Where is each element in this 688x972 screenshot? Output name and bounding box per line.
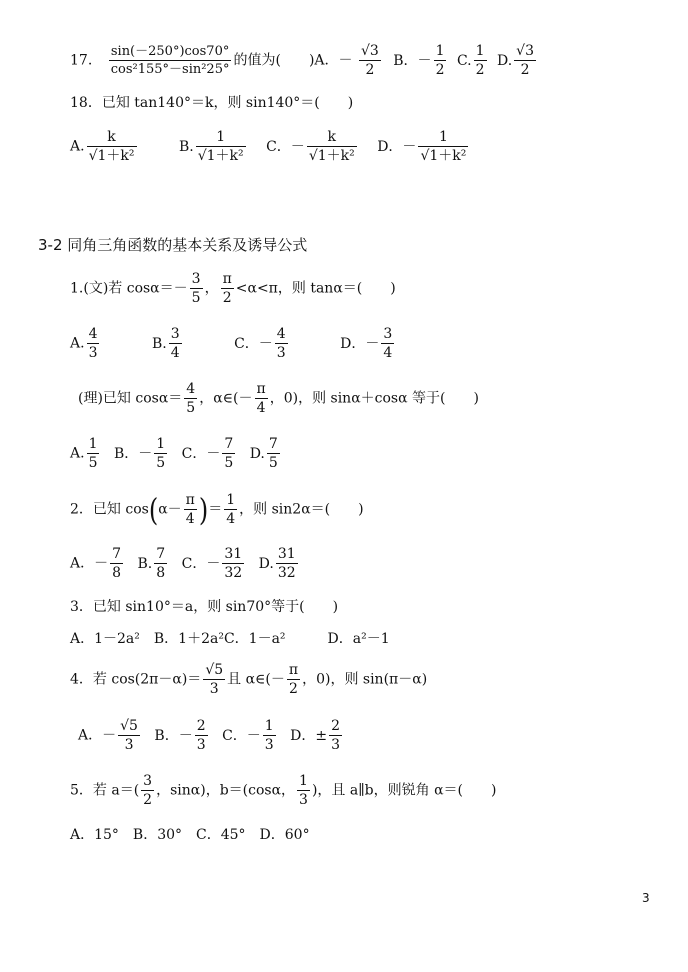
- problem-5-options: A．15° B．30° C．45° D．60°: [70, 827, 310, 843]
- q18-option-c: $\frac{k}{\text{√1＋k²}}$: [308, 129, 355, 164]
- q17-option-d: $\frac{√3}{2}$: [516, 43, 534, 78]
- q17-expression: $\frac{\sin(-250^\circ)\cos 70^\circ}{\text{cos²155°－sin²25°}}$: [110, 44, 230, 77]
- question-18-stem: 18．已知 tan140°＝k，则 sin140°＝( ): [70, 95, 354, 111]
- problem-2-stem: 2．已知 cos(α－ $\frac{\pi}{4}$ )＝ $\frac{1}{4}$ ，则 sin2α＝( ): [70, 491, 364, 528]
- problem-1b-options: A. $\frac{1}{5}$ B．－ $\frac{1}{5}$ C．－ $\frac{7}{5}$ D. $\frac{7}{5}$: [70, 436, 278, 471]
- problem-4-stem: 4．若 cos(2π－α)＝ $\frac{√5}{3}$ 且 α∈(－ $\frac{\pi}{2}$ ，0)，则 sin(π－α): [70, 662, 428, 697]
- q18-option-a: $\frac{k}{\text{√1＋k²}}$: [88, 129, 135, 164]
- problem-4-options: A．－ $\frac{√5}{3}$ B．－ $\frac{2}{3}$ C．－ $\frac{1}{3}$ D．± $\frac{2}{3}$: [78, 718, 341, 753]
- problem-1-stem: 1.(文)若 cosα＝－ $\frac{3}{5}$ ， $\frac{\pi}{2}$ <α<π，则 tanα＝( ): [70, 271, 396, 306]
- problem-1b-stem: (理)已知 cosα＝ $\frac{4}{5}$ ，α∈(－ $\frac{\pi}{4}$ ，0)，则 sinα＋cosα 等于( ): [78, 381, 479, 416]
- page-number: 3: [642, 891, 650, 905]
- q17-option-a: $\frac{√3}{2}$: [360, 43, 379, 78]
- problem-5-stem: 5．若 a＝( $\frac{3}{2}$ ，sinα)，b＝(cosα， $\frac{1}{3}$ )，且 a∥b，则锐角 α＝( ): [70, 773, 497, 808]
- problem-3-options: A．1－2a² B．1＋2a²C．1－a² D．a²－1: [70, 631, 390, 647]
- q18-option-b: $\frac{1}{\text{√1＋k²}}$: [197, 129, 244, 164]
- left-paren: (: [148, 491, 159, 528]
- q18-option-d: $\frac{1}{\text{√1＋k²}}$: [420, 129, 467, 164]
- right-paren: ): [198, 491, 209, 528]
- section-heading: 3-2 同角三角函数的基本关系及诱导公式: [38, 236, 308, 254]
- problem-2-options: A．－ $\frac{7}{8}$ B. $\frac{7}{8}$ C．－ $\frac{31}{32}$ D. $\frac{31}{32}$: [70, 546, 296, 581]
- q17-option-c: $\frac{1}{2}$: [475, 43, 485, 78]
- problem-1-options: A. $\frac{4}{3}$ B. $\frac{3}{4}$ C．－ $\frac{4}{3}$ D．－ $\frac{3}{4}$: [70, 326, 393, 361]
- q17-option-b: $\frac{1}{2}$: [435, 43, 445, 78]
- question-17: 17. $\frac{\sin(-250^\circ)\cos 70^\circ}{\text{cos²155°－sin²25°}}$ 的值为( )A．－ $\frac{√3}{2}$ B．－ $\frac{1}{2}$ C. $\frac{1}{2}$ D. $\frac{√3}{2}$: [70, 43, 534, 78]
- q17-number: 17.: [70, 52, 93, 69]
- question-18-options: A. $\frac{k}{\text{√1＋k²}}$ B. $\frac{1}{\text{√1＋k²}}$ C．－ $\frac{k}{\text{√1＋k²}}$ D．－ $\frac{1}{\text{√1＋k²}}$: [70, 129, 467, 164]
- problem-3-stem: 3．已知 sin10°＝a，则 sin70°等于( ): [70, 599, 339, 615]
